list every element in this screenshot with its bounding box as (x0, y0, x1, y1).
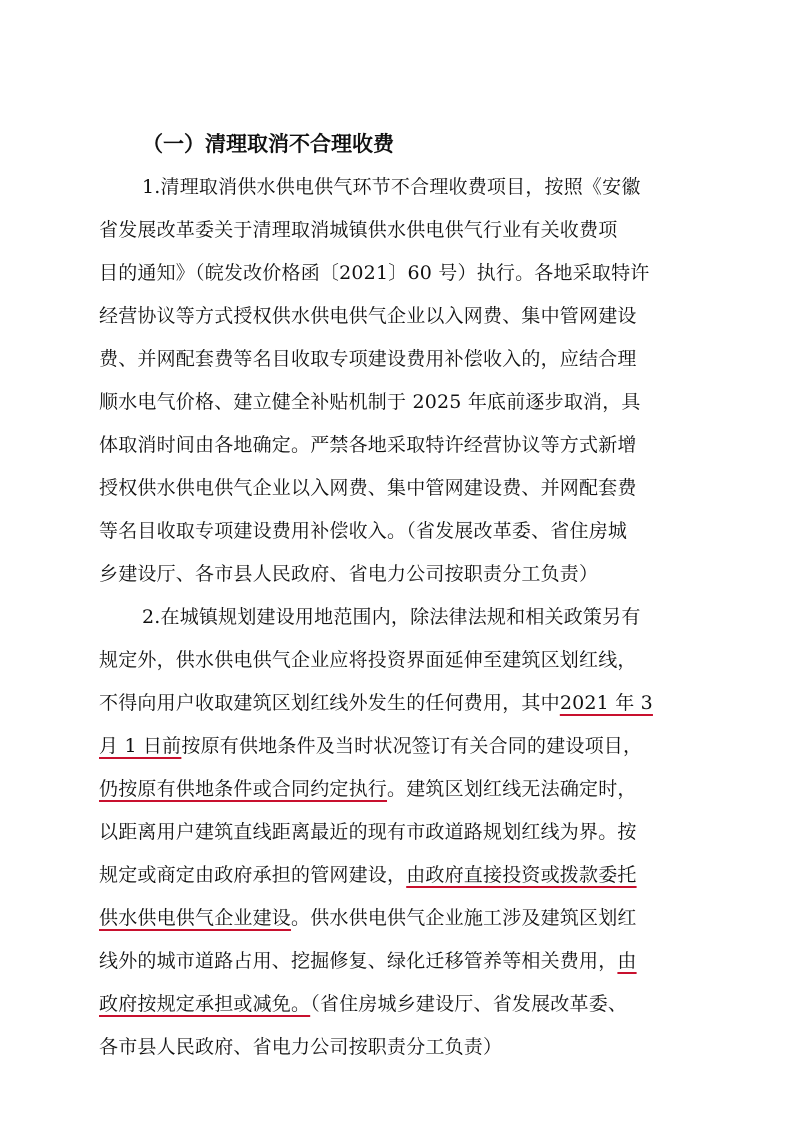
underlined-text: 供水供电供气企业建设 (99, 907, 292, 929)
paragraph-2-line (99, 687, 699, 719)
paragraph-2-line: 2.在城镇规划建设用地范围内，除法律法规和相关政策另有 (142, 606, 641, 628)
paragraph-1-line: 目的通知》（皖发改价格函〔2021〕60 号）执行。各地采取特许 (99, 262, 650, 284)
text-run: 按原有供地条件及当时状况签订有关合同的建设项目， (181, 735, 643, 757)
paragraph-1-line: 1.清理取消供水供电供气环节不合理收费项目，按照《安徽 (142, 176, 641, 198)
paragraph-1-line: 乡建设厅、各市县人民政府、省电力公司按职责分工负责） (99, 563, 599, 585)
paragraph-1-line: 顺水电气价格、建立健全补贴机制于 2025 年底前逐步取消，具 (99, 391, 641, 413)
paragraph-2-line: 规定外，供水供电供气企业应将投资界面延伸至建筑区划红线， (99, 649, 637, 671)
paragraph-1-line: 等名目收取专项建设费用补偿收入。（省发展改革委、省住房城 (99, 520, 628, 542)
underlined-text: 由政府直接投资或拨款委托 (406, 864, 637, 886)
text-run: 线外的城市道路占用、挖掘修复、绿化迁移管养等相关费用， (99, 950, 618, 972)
paragraph-2-line (99, 859, 699, 891)
text-run: 不得向用户收取建筑区划红线外发生的任何费用，其中 (99, 692, 560, 714)
paragraph-2-line (99, 730, 699, 762)
text-run: 规定或商定由政府承担的管网建设， (99, 864, 407, 886)
paragraph-1-line: 授权供水供电供气企业以入网费、集中管网建设费、并网配套费 (99, 477, 637, 499)
paragraph-2-line (99, 945, 699, 977)
paragraph-1-line: 经营协议等方式授权供水供电供气企业以入网费、集中管网建设 (99, 305, 637, 327)
underlined-text: 由 (617, 950, 637, 972)
underlined-text: 仍按原有供地条件或合同约定执行 (99, 778, 388, 800)
underlined-text: 政府按规定承担或减免。 (99, 993, 311, 1015)
paragraph-2-line (99, 988, 699, 1020)
text-run: 。建筑区划红线无法确定时， (387, 778, 637, 800)
paragraph-1-line: 费、并网配套费等名目收取专项建设费用补偿收入的，应结合理 (99, 348, 637, 370)
paragraph-2-line (99, 902, 699, 934)
paragraph-2-line (99, 773, 699, 805)
paragraph-2-line: 各市县人民政府、省电力公司按职责分工负责） (99, 1036, 503, 1058)
text-run: （省住房城乡建设厅、省发展改革委、 (310, 993, 628, 1015)
paragraph-1-line: 体取消时间由各地确定。严禁各地采取特许经营协议等方式新增 (99, 434, 637, 456)
text-run: 。供水供电供气企业施工涉及建筑区划红 (291, 907, 637, 929)
section-heading: （一）清理取消不合理收费 (142, 132, 394, 156)
underlined-text: 2021 年 3 (559, 692, 653, 714)
paragraph-1-line: 省发展改革委关于清理取消城镇供水供电供气行业有关收费项 (99, 219, 618, 241)
underlined-text: 月 1 日前 (99, 735, 182, 757)
paragraph-2-line: 以距离用户建筑直线距离最近的现有市政道路规划红线为界。按 (99, 821, 637, 843)
